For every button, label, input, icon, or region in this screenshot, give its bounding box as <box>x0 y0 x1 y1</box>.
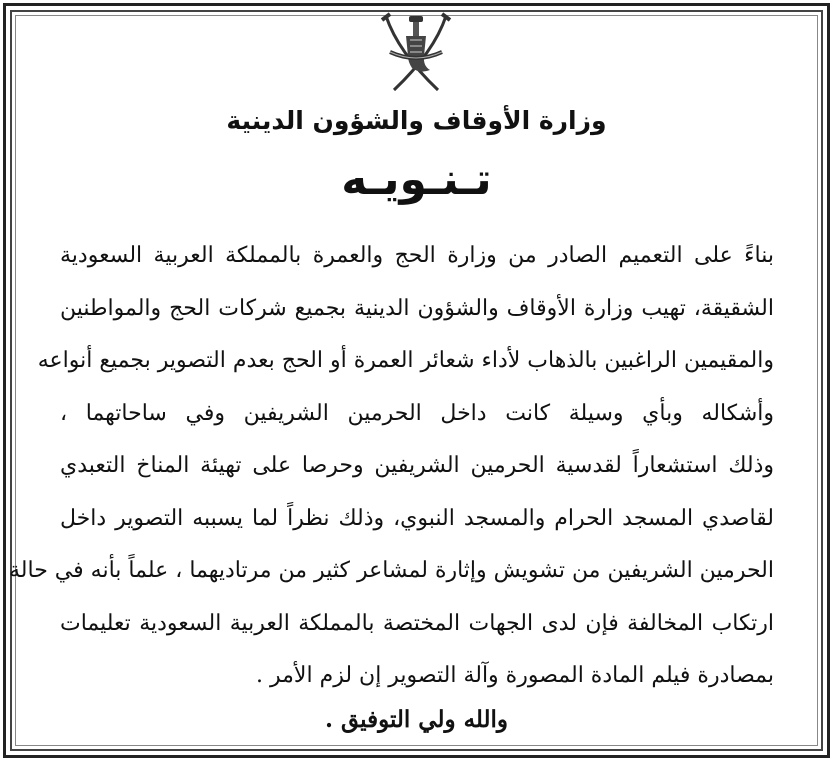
body-line-3: والمقيمين الراغبين بالذهاب لأداء شعائر العمرة أو الحج بعدم التصوير بجميع أنواعه <box>37 348 774 373</box>
body-line-9: بمصادرة فيلم المادة المصورة وآلة التصوير إن لزم الأمر . <box>256 663 774 688</box>
ministry-name: وزارة الأوقاف والشؤون الدينية <box>226 106 607 135</box>
body-line-6: لقاصدي المسجد الحرام والمسجد النبوي، وذلك نظراً لما يسببه التصوير داخل <box>60 505 774 531</box>
body-line-7: الحرمين الشريفين من تشويش وإثارة لمشاعر كثير من مرتاديهما ، علماً بأنه في حالة <box>9 558 774 583</box>
body-line-2: الشقيقة، تهيب وزارة الأوقاف والشؤون الدينية بجميع شركات الحج والمواطنين <box>60 295 774 321</box>
notice-title: تـنـويـه <box>341 154 492 205</box>
notice-body <box>9 230 774 703</box>
body-line-1: بناءً على التعميم الصادر من وزارة الحج والعمرة بالمملكة العربية السعودية <box>60 243 774 268</box>
national-emblem-icon <box>376 12 456 96</box>
body-line-5: وذلك استشعاراً لقدسية الحرمين الشريفين وحرصا على تهيئة المناخ التعبدي <box>60 453 774 478</box>
body-line-4: وأشكاله وبأي وسيلة كانت داخل الحرمين الشريفين وفي ساحاتهما ، <box>60 400 774 426</box>
body-line-8: ارتكاب المخالفة فإن لدى الجهات المختصة بالمملكة العربية السعودية تعليمات <box>60 610 774 636</box>
closing-line: والله ولي التوفيق . <box>324 706 509 733</box>
